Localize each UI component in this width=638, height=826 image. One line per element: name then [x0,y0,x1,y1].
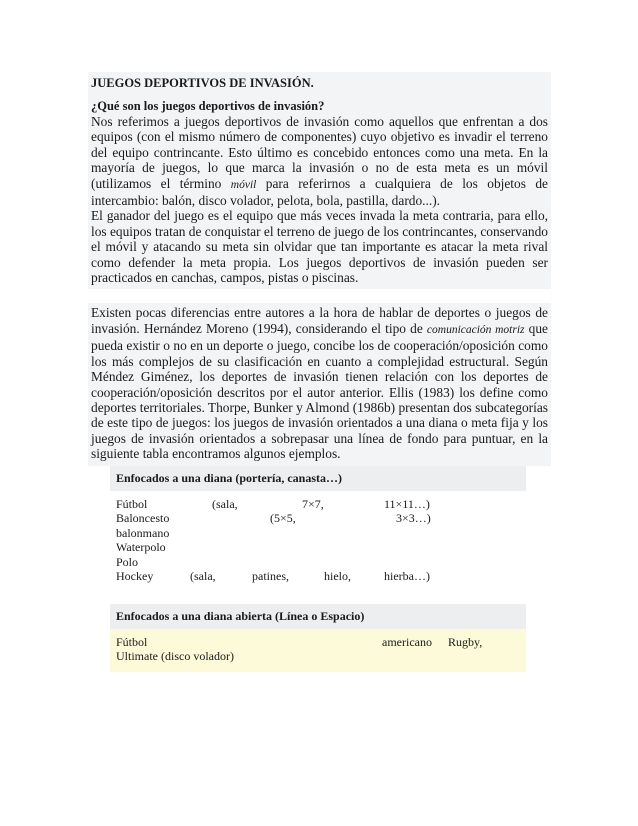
table-row: Fútbol (sala, 7×7, 11×11…) [116,496,430,511]
paragraph-1: Nos referimos a juegos deportivos de invasión como aquellos que enfrentan a dos equipos (con el mismo número de componentes) cuyo objetivo es invadir el terreno del equipo contrincante. Esto último es concebido entonces como una meta. En la mayoría de juegos, lo que marca la invasión o no de esta meta es un móvil (utilizamos el término móvil para referirnos a cualquiera de los objetos de intercambio: balón, disco volador, pelota, bola, pastilla, dardo...). [91,114,548,209]
table-diana-abierta-body [110,629,526,672]
document-page [88,72,551,672]
term-movil: móvil [230,178,257,191]
paragraph-2: El ganador del juego es el equipo que más veces invada la meta contraria, para ello, los equipos tratan de conquistar el terreno de juego de los contrincantes, conservando el móvil y atacando su meta sin olvidar que tan importante es atacar la meta rival como defender la meta propia. Los juegos deportivos de invasión pueden ser practicados en canchas, campos, pistas o piscinas. [91,208,548,286]
table-row: Ultimate (disco volador) [116,649,234,664]
authors-block [88,303,551,465]
table-row: balonmano [116,525,170,540]
term-comunicacion-motriz: comunicación motriz [426,323,525,336]
table-diana-abierta [110,604,526,672]
table-diana-abierta-header: Enfocados a una diana abierta (Línea o Espacio) [110,604,526,629]
page-title: JUEGOS DEPORTIVOS DE INVASIÓN. [91,76,314,90]
paragraph-3: Existen pocas diferencias entre autores a la hora de hablar de deportes o juegos de invasión. Hernández Moreno (1994), considerando el tipo de comunicación motriz que pueda existir o no en un deporte o juego, concibe los de cooperación/oposición como los más complejos de su clasificación en cuanto a complejidad estructural. Según Méndez Giménez, los deportes de invasión tienen relación con los deportes de cooperación/oposición descritos por el autor anterior. Ellis (1983) los define como deportes territoriales. Thorpe, Bunker y Almond (1986b) presentan dos subcategorías de este tipo de juegos: los juegos de invasión orientados a una diana o meta fija y los juegos de invasión orientados a sobrepasar una línea de fondo para puntuar, en la siguiente tabla encontramos algunos ejemplos. [91,305,549,462]
table-diana-header: Enfocados a una diana (portería, canasta…) [110,466,526,491]
intro-block [88,72,551,289]
table-row: Waterpolo [116,540,166,555]
section-question: ¿Qué son los juegos deportivos de invasión? [91,99,325,113]
table-row: Fútbol americano Rugby, [116,634,483,649]
table-row: Baloncesto (5×5, 3×3…) [116,511,431,526]
table-diana-body [110,491,526,590]
table-row: Hockey (sala, patines, hielo, hierba…) [116,569,430,584]
table-row: Polo [116,554,139,569]
table-diana [110,466,526,590]
